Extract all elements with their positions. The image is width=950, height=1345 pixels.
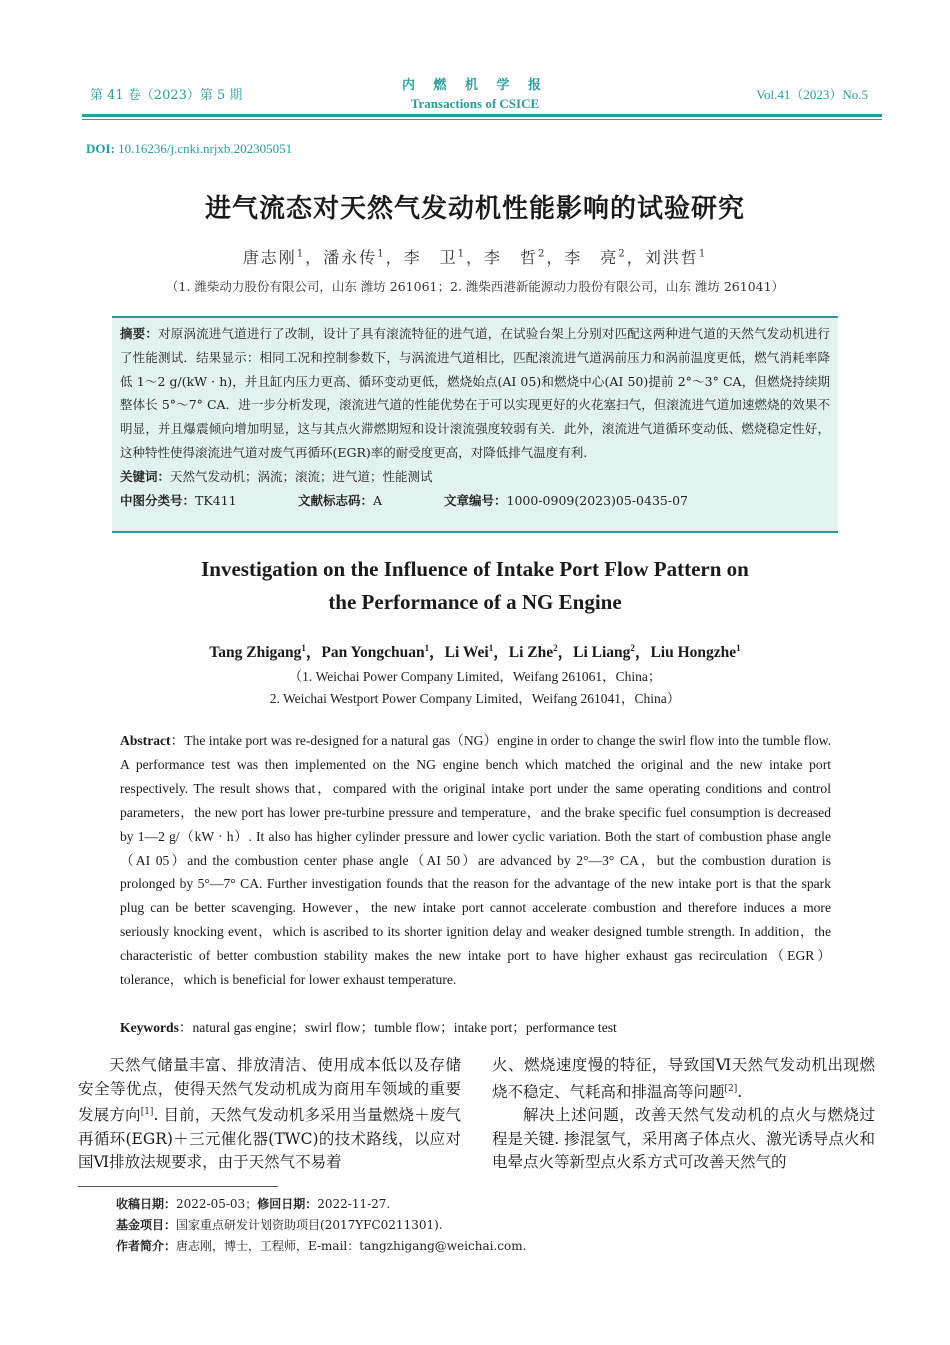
keywords-en — [120, 1016, 831, 1036]
body-paragraph: 天然气储量丰富、排放清洁、使用成本低以及存储安全等优点，使得天然气发动机成为商用车领域的重要发展方向[1]. 目前，天然气发动机多采用当量燃烧＋废气再循环(EGR)＋三元催化器(TWC)的技术路线，以应对国Ⅵ排放法规要求，由于天然气不易着 — [78, 1056, 461, 1172]
keywords-en-text: ：natural gas engine；swirl flow；tumble flow；intake port；performance test — [178, 1020, 617, 1035]
author-en: Li Zhe$^2$ — [508, 642, 558, 661]
document-code: 文献标志码：A — [298, 492, 383, 508]
abstract-en-text: ：The intake port was re-designed for a natural gas（NG）engine in order to change the swirl flow into the tumble flow. A performance test was then implemented on the NG engine bench which matched the original and the new intake port respectively. The result shows that，compared with the original intake port under the same operating conditions and control parameters，the new port has lower pre-turbine pressure and temperature，and the brake specific fuel consumption is decreased by 1—2 g/（kW · h）. It also has higher cylinder pressure and lower cyclic variation. Both the start of combustion phase angle（AI 05）and the combustion center phase angle（AI 50）are advanced by 2°—3° CA，but the combustion duration is prolonged by 5°—7° CA. Further investigation founds that the reason for the advantage of the new intake port is that the spark plug can be better scavenging. However，the new intake port cannot accelerate combustion and therefore induces a more seriously knocking event，which is ascribed to its shorter ignition delay and weaker designed tumble strength. In addition，the characteristic of better combustion stability makes the new intake port to have higher exhaust gas recirculation（EGR）tolerance，which is beneficial for lower exhaust temperature. — [120, 733, 831, 988]
abstract-box-cn — [112, 316, 838, 533]
journal-name-cn: 内 燃 机 学 报 — [401, 78, 549, 93]
body-paragraph: 解决上述问题，改善天然气发动机的点火与燃烧过程是关键. 掺混氢气，采用离子体点火、激光诱导点火和电晕点火等新型点火系方式可改善天然气的 — [492, 1106, 875, 1172]
doi-value[interactable]: 10.16236/j.cnki.nrjxb.202305051 — [118, 141, 293, 156]
clc-number: 中图分类号：TK411 — [120, 492, 237, 508]
author-cn: 唐志刚$^1$ — [242, 248, 306, 267]
affiliation-cn: （1. 潍柴动力股份有限公司，山东 潍坊 261061；2. 潍柴西港新能源动力股份有限公司，山东 潍坊 261041） — [165, 279, 785, 294]
journal-volume-en: Vol.41（2023）No.5 — [756, 87, 868, 102]
abstract-cn-label: 摘要： — [120, 326, 159, 341]
author-cn: 李 哲$^2$ — [484, 248, 547, 267]
body-column-right — [492, 1054, 875, 1175]
paper-title-en: Investigation on the Influence of Intake Port Flow Pattern on the Performance of a NG Engine — [201, 557, 749, 614]
citation-link[interactable]: [2] — [724, 1083, 738, 1094]
author-en: Li Wei$^1$ — [444, 642, 494, 661]
footnote-author: 作者简介：唐志刚，博士，工程师，E-mail：tangzhigang@weichai.com. — [116, 1239, 527, 1253]
body-column-left — [78, 1054, 461, 1175]
keywords-en-label: Keywords — [120, 1020, 179, 1035]
keywords-cn — [120, 465, 830, 489]
doi-label: DOI: — [86, 141, 115, 156]
header-rule-thin — [82, 119, 882, 120]
journal-name-en: Transactions of CSICE — [410, 96, 540, 111]
authors-en: Tang Zhigang$^1$，Pan Yongchuan$^1$，Li Wei$^1$，Li Zhe$^2$，Li Liang$^2$，Liu Hongzhe$^1$ — [209, 642, 741, 661]
authors-cn: 唐志刚$^1$，潘永传$^1$，李 卫$^1$，李 哲$^2$，李 亮$^2$，刘洪哲$^1$ — [242, 248, 708, 267]
footnote-dates: 收稿日期：2022-05-03；修回日期：2022-11-27. — [116, 1197, 391, 1211]
journal-volume-cn: 第 41 卷（2023）第 5 期 — [90, 88, 243, 103]
article-number: 文章编号：1000-0909(2023)05-0435-07 — [444, 492, 688, 508]
author-cn: 刘洪哲$^1$ — [644, 248, 708, 267]
author-en: Pan Yongchuan$^1$ — [321, 642, 430, 661]
author-cn: 李 亮$^2$ — [564, 248, 627, 267]
classification-row — [120, 489, 830, 513]
footnotes — [116, 1194, 526, 1257]
citation-link[interactable]: [1] — [140, 1107, 154, 1117]
keywords-cn-text: 天然气发动机；涡流；滚流；进气道；性能测试 — [170, 468, 433, 484]
author-en: Liu Hongzhe$^1$ — [650, 642, 741, 661]
author-en: Li Liang$^2$ — [573, 642, 635, 661]
abstract-cn-text: 对原涡流进气道进行了改制，设计了具有滚流特征的进气道，在试验台架上分别对匹配这两种进气道的天然气发动机进行了性能测试．结果显示：相同工况和控制参数下，与涡流进气道相比，匹配滚流进气道涡前压力和涡前温度更低，燃气消耗率降低 1～2 g/(kW · h)，并且缸内压力更高、循环变动更低，燃烧始点(AI 05)和燃烧中心(AI 50)提前 2°～3° CA，但燃烧持续期整体长 5°～7° CA．进一步分析发现，滚流进气道的性能优势在于可以实现更好的火花塞扫气，但滚流进气道加速燃烧的效果不明显，并且爆震倾向增加明显，这与其点火滞燃期短和设计滚流强度较弱有关．此外，滚流进气道循环变动低、燃烧稳定性好，这种特性使得滚流进气道对废气再循环(EGR)率的耐受度更高，对降低排气温度有利. — [120, 326, 830, 460]
author-cn: 李 卫$^1$ — [403, 248, 466, 267]
doi[interactable] — [86, 141, 292, 157]
author-en: Tang Zhigang$^1$ — [209, 642, 306, 661]
paper-title-cn: 进气流态对天然气发动机性能影响的试验研究 — [204, 194, 745, 224]
abstract-en-label: Abstract — [120, 733, 171, 748]
footnote-fund: 基金项目：国家重点研发计划资助项目(2017YFC0211301). — [116, 1218, 443, 1232]
affiliation-en: （1. Weichai Power Company Limited，Weifang 261061，China； 2. Weichai Westport Power Company Limited，Weifang 261041，China） — [269, 669, 681, 706]
keywords-cn-label: 关键词： — [120, 468, 171, 484]
author-cn: 潘永传$^1$ — [323, 248, 386, 267]
body-paragraph: 火、燃烧速度慢的特征，导致国Ⅵ天然气发动机出现燃烧不稳定、气耗高和排温高等问题[2]. — [492, 1056, 875, 1101]
abstract-cn — [120, 322, 830, 465]
footnote-rule — [78, 1186, 278, 1187]
header-rule-thick — [82, 114, 882, 117]
abstract-en — [120, 729, 831, 992]
